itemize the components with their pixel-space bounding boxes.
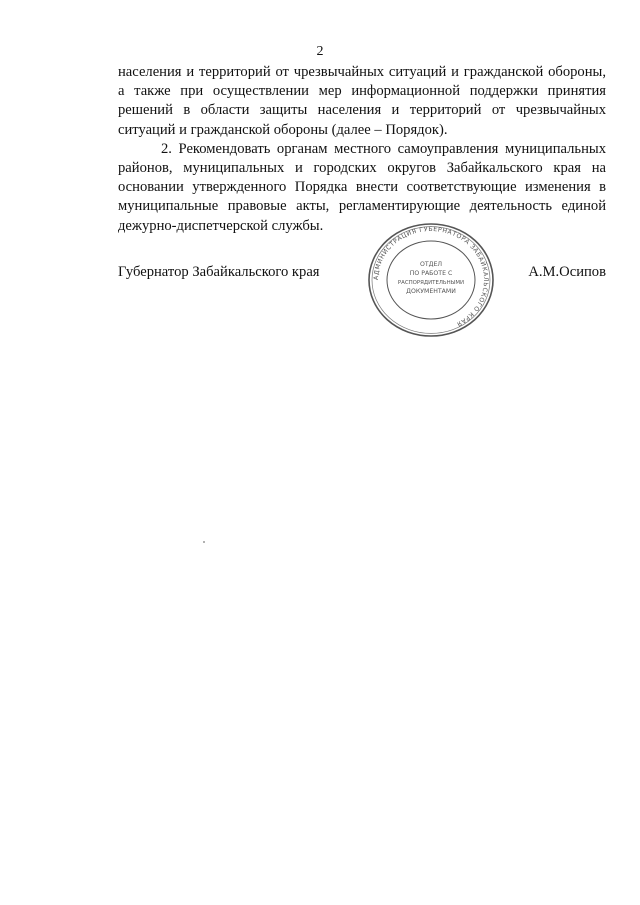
signature-title: Губернатор Забайкальского края xyxy=(118,264,320,280)
paragraph-2-line: дежурно-диспетчерской службы. xyxy=(118,217,324,234)
stamp-center-line: ДОКУМЕНТАМИ xyxy=(406,288,456,295)
paragraph-1-line: населения и территорий от чрезвычайных ситуаций и гражданской обороны, xyxy=(118,64,606,80)
paragraph-1-line: а также при осуществлении мер информационной поддержки принятия xyxy=(118,83,606,100)
signature-name: А.М.Осипов xyxy=(528,264,606,280)
scan-speck xyxy=(203,541,205,543)
stamp-center-line: ПО РАБОТЕ С xyxy=(409,270,453,277)
paragraph-2-line: районов, муниципальных и городских округов Забайкальского края на xyxy=(118,160,606,177)
document-body xyxy=(118,63,606,236)
page-number: 2 xyxy=(316,44,324,59)
official-stamp xyxy=(364,222,498,338)
paragraph-2-line: основании утвержденного Порядка внести соответствующие изменения в xyxy=(118,179,606,196)
stamp-center-line: РАСПОРЯДИТЕЛЬНЫМИ xyxy=(397,280,465,286)
paragraph-2 xyxy=(118,140,606,236)
stamp-center-line: ОТДЕЛ xyxy=(419,261,443,268)
paragraph-1-line: ситуаций и гражданской обороны (далее – Порядок). xyxy=(118,121,448,138)
paragraph-2-line: 2. Рекомендовать органам местного самоуправления муниципальных xyxy=(161,140,606,157)
paragraph-1-line: решений в области защиты населения и территорий от чрезвычайных xyxy=(118,102,606,119)
paragraph-1 xyxy=(118,63,606,140)
stamp-ring-text-path: АДМИНИСТРАЦИЯ ГУБЕРНАТОРА ЗАБАЙКАЛЬСКОГО КРАЯ xyxy=(372,225,490,328)
paragraph-2-line: муниципальные правовые акты, регламентирующие деятельность единой xyxy=(118,198,606,215)
